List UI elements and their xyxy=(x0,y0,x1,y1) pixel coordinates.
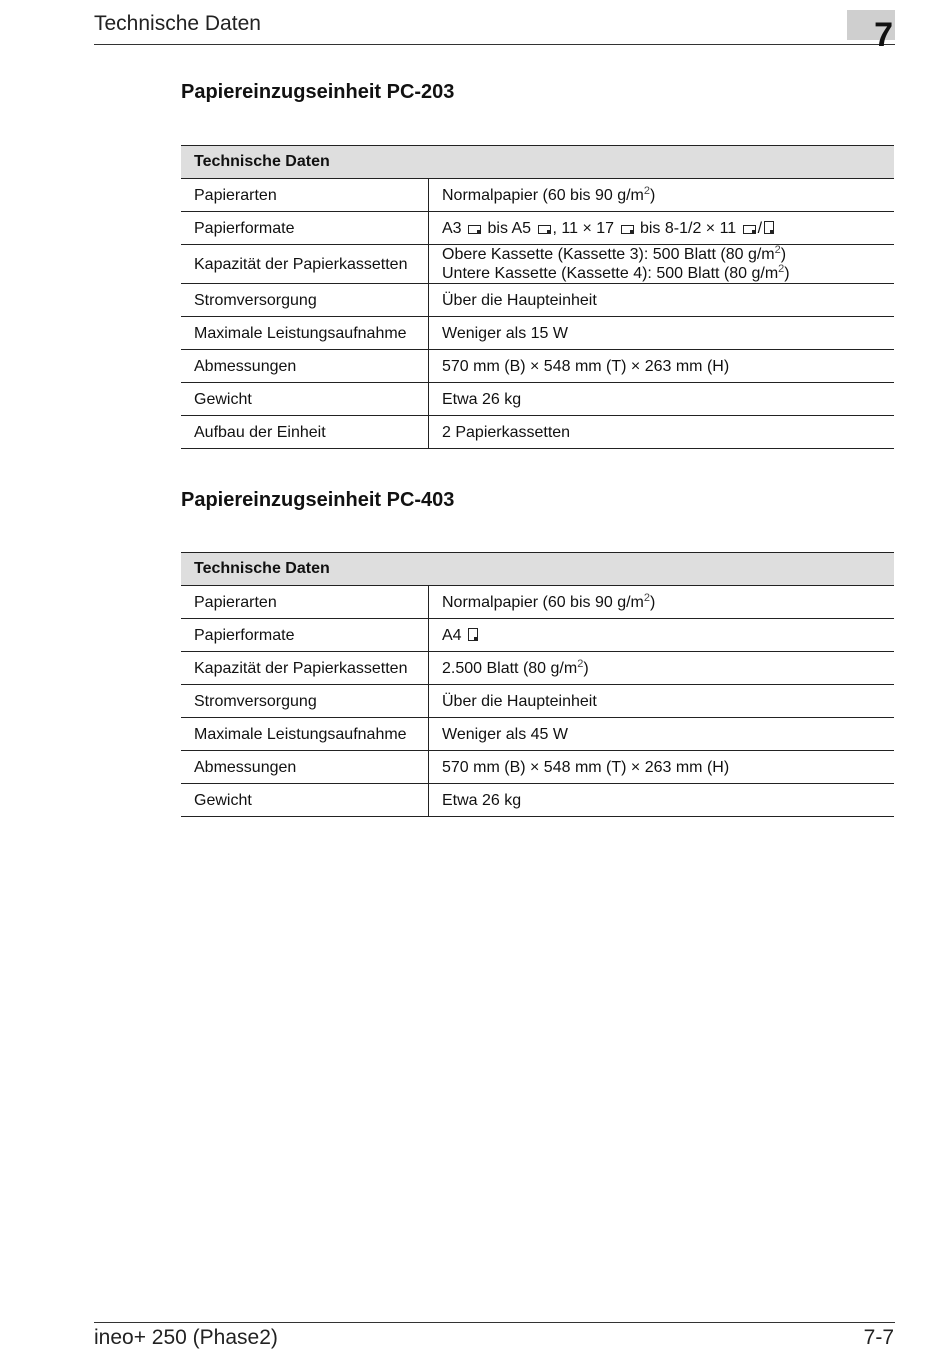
table-row xyxy=(181,350,894,383)
row-value: Etwa 26 kg xyxy=(429,383,895,416)
table-header: Technische Daten xyxy=(181,146,894,179)
paper-landscape-icon xyxy=(538,225,551,234)
row-label: Papierformate xyxy=(181,619,429,652)
footer-product-name: ineo+ 250 (Phase2) xyxy=(94,1326,278,1349)
row-value: Weniger als 15 W xyxy=(429,317,895,350)
section-heading-pc203: Papiereinzugseinheit PC-203 xyxy=(181,81,455,103)
running-header-title: Technische Daten xyxy=(94,12,261,35)
chapter-number: 7 xyxy=(874,16,893,54)
paper-landscape-icon xyxy=(468,225,481,234)
table-header-row xyxy=(181,553,894,586)
row-value: A3 bis A5 , 11 × 17 bis 8-1/2 × 11 / xyxy=(429,212,895,245)
row-value: Etwa 26 kg xyxy=(429,784,895,817)
row-value: Normalpapier (60 bis 90 $g/m^2$) xyxy=(429,586,895,619)
chapter-tab xyxy=(847,10,895,54)
table-row xyxy=(181,245,894,284)
table-row xyxy=(181,212,894,245)
row-value: A4 xyxy=(429,619,895,652)
paper-landscape-icon xyxy=(743,225,756,234)
paper-landscape-icon xyxy=(621,225,634,234)
table-row xyxy=(181,179,894,212)
row-label: Maximale Leistungsaufnahme xyxy=(181,317,429,350)
table-row xyxy=(181,317,894,350)
row-value: 2 Papierkassetten xyxy=(429,416,895,449)
table-header-row xyxy=(181,146,894,179)
row-value: Weniger als 45 W xyxy=(429,718,895,751)
row-label: Gewicht xyxy=(181,784,429,817)
table-row xyxy=(181,685,894,718)
table-row xyxy=(181,751,894,784)
paper-portrait-icon xyxy=(764,221,774,234)
row-label: Papierformate xyxy=(181,212,429,245)
row-label: Abmessungen xyxy=(181,350,429,383)
section-heading-pc403: Papiereinzugseinheit PC-403 xyxy=(181,489,455,511)
table-row xyxy=(181,652,894,685)
table-row xyxy=(181,784,894,817)
row-label: Papierarten xyxy=(181,179,429,212)
spec-table-pc203 xyxy=(181,145,894,449)
table-row xyxy=(181,416,894,449)
row-value: Über die Haupteinheit xyxy=(429,284,895,317)
row-label: Gewicht xyxy=(181,383,429,416)
row-label: Stromversorgung xyxy=(181,284,429,317)
table-row xyxy=(181,284,894,317)
row-label: Kapazität der Papierkassetten xyxy=(181,652,429,685)
row-value: Über die Haupteinheit xyxy=(429,685,895,718)
paper-portrait-icon xyxy=(468,628,478,641)
row-label: Abmessungen xyxy=(181,751,429,784)
table-row xyxy=(181,586,894,619)
table-row xyxy=(181,718,894,751)
row-value: Normalpapier (60 bis 90 $g/m^2$) xyxy=(429,179,895,212)
row-value: 2.500 Blatt (80 $g/m^2$) xyxy=(429,652,895,685)
footer-divider xyxy=(94,1322,895,1323)
header-divider xyxy=(94,44,895,45)
row-value: Obere Kassette (Kassette 3): 500 Blatt (80 $g/m^2$) Untere Kassette (Kassette 4): 500 Blatt (80 $g/m^2$) xyxy=(429,245,895,284)
footer-page-number: 7-7 xyxy=(863,1326,894,1349)
row-value: 570 mm (B) × 548 mm (T) × 263 mm (H) xyxy=(429,350,895,383)
row-value: 570 mm (B) × 548 mm (T) × 263 mm (H) xyxy=(429,751,895,784)
row-label: Maximale Leistungsaufnahme xyxy=(181,718,429,751)
table-row xyxy=(181,383,894,416)
table-header: Technische Daten xyxy=(181,553,894,586)
spec-table-pc403 xyxy=(181,552,894,817)
table-row xyxy=(181,619,894,652)
row-label: Papierarten xyxy=(181,586,429,619)
row-label: Stromversorgung xyxy=(181,685,429,718)
row-label: Aufbau der Einheit xyxy=(181,416,429,449)
row-label: Kapazität der Papierkassetten xyxy=(181,245,429,284)
